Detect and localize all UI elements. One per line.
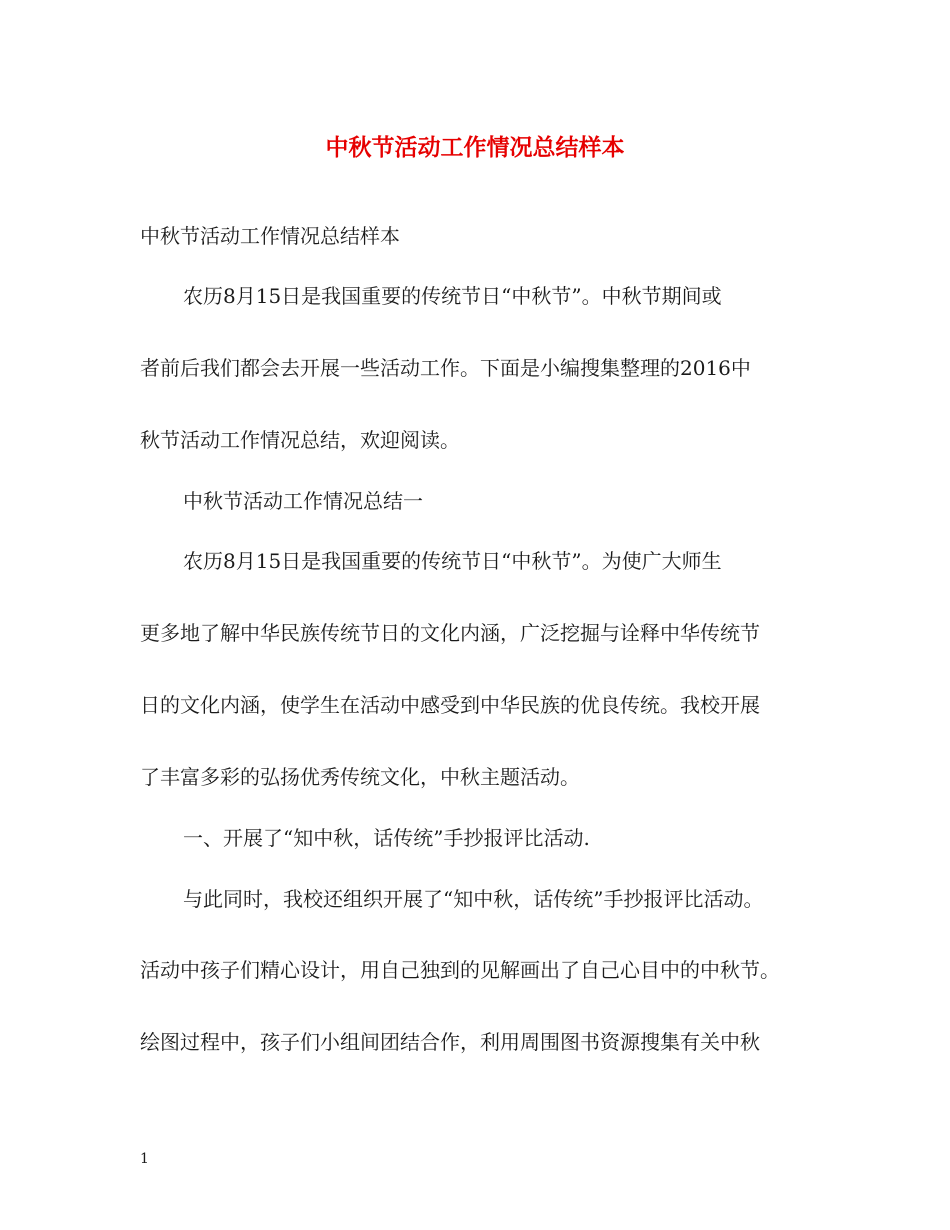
paragraph-line: 者前后我们都会去开展一些活动工作。下面是小编搜集整理的2016中 <box>140 356 751 380</box>
page-number: 1 <box>140 1151 149 1167</box>
document-title: 中秋节活动工作情况总结样本 <box>325 134 625 161</box>
paragraph-line: 秋节活动工作情况总结，欢迎阅读。 <box>140 428 460 452</box>
paragraph-line: 更多地了解中华民族传统节日的文化内涵，广泛挖掘与诠释中华传统节 <box>140 621 760 645</box>
paragraph-line: 绘图过程中，孩子们小组间团结合作，利用周围图书资源搜集有关中秋 <box>140 1030 760 1054</box>
paragraph-line: 农历8月15日是我国重要的传统节日“中秋节”。中秋节期间或 <box>183 284 722 308</box>
paragraph-line: 日的文化内涵，使学生在活动中感受到中华民族的优良传统。我校开展 <box>140 693 760 717</box>
paragraph-line: 活动中孩子们精心设计，用自己独到的见解画出了自己心目中的中秋节。 <box>140 958 780 982</box>
section-heading: 一、开展了“知中秋，话传统”手抄报评比活动. <box>183 826 590 850</box>
paragraph-line: 农历8月15日是我国重要的传统节日“中秋节”。为使广大师生 <box>183 549 722 573</box>
paragraph-line: 与此同时，我校还组织开展了“知中秋，话传统”手抄报评比活动。 <box>183 887 764 911</box>
subtitle-line: 中秋节活动工作情况总结样本 <box>140 224 400 248</box>
section-heading: 中秋节活动工作情况总结一 <box>183 489 423 513</box>
paragraph-line: 了丰富多彩的弘扬优秀传统文化，中秋主题活动。 <box>140 765 580 789</box>
